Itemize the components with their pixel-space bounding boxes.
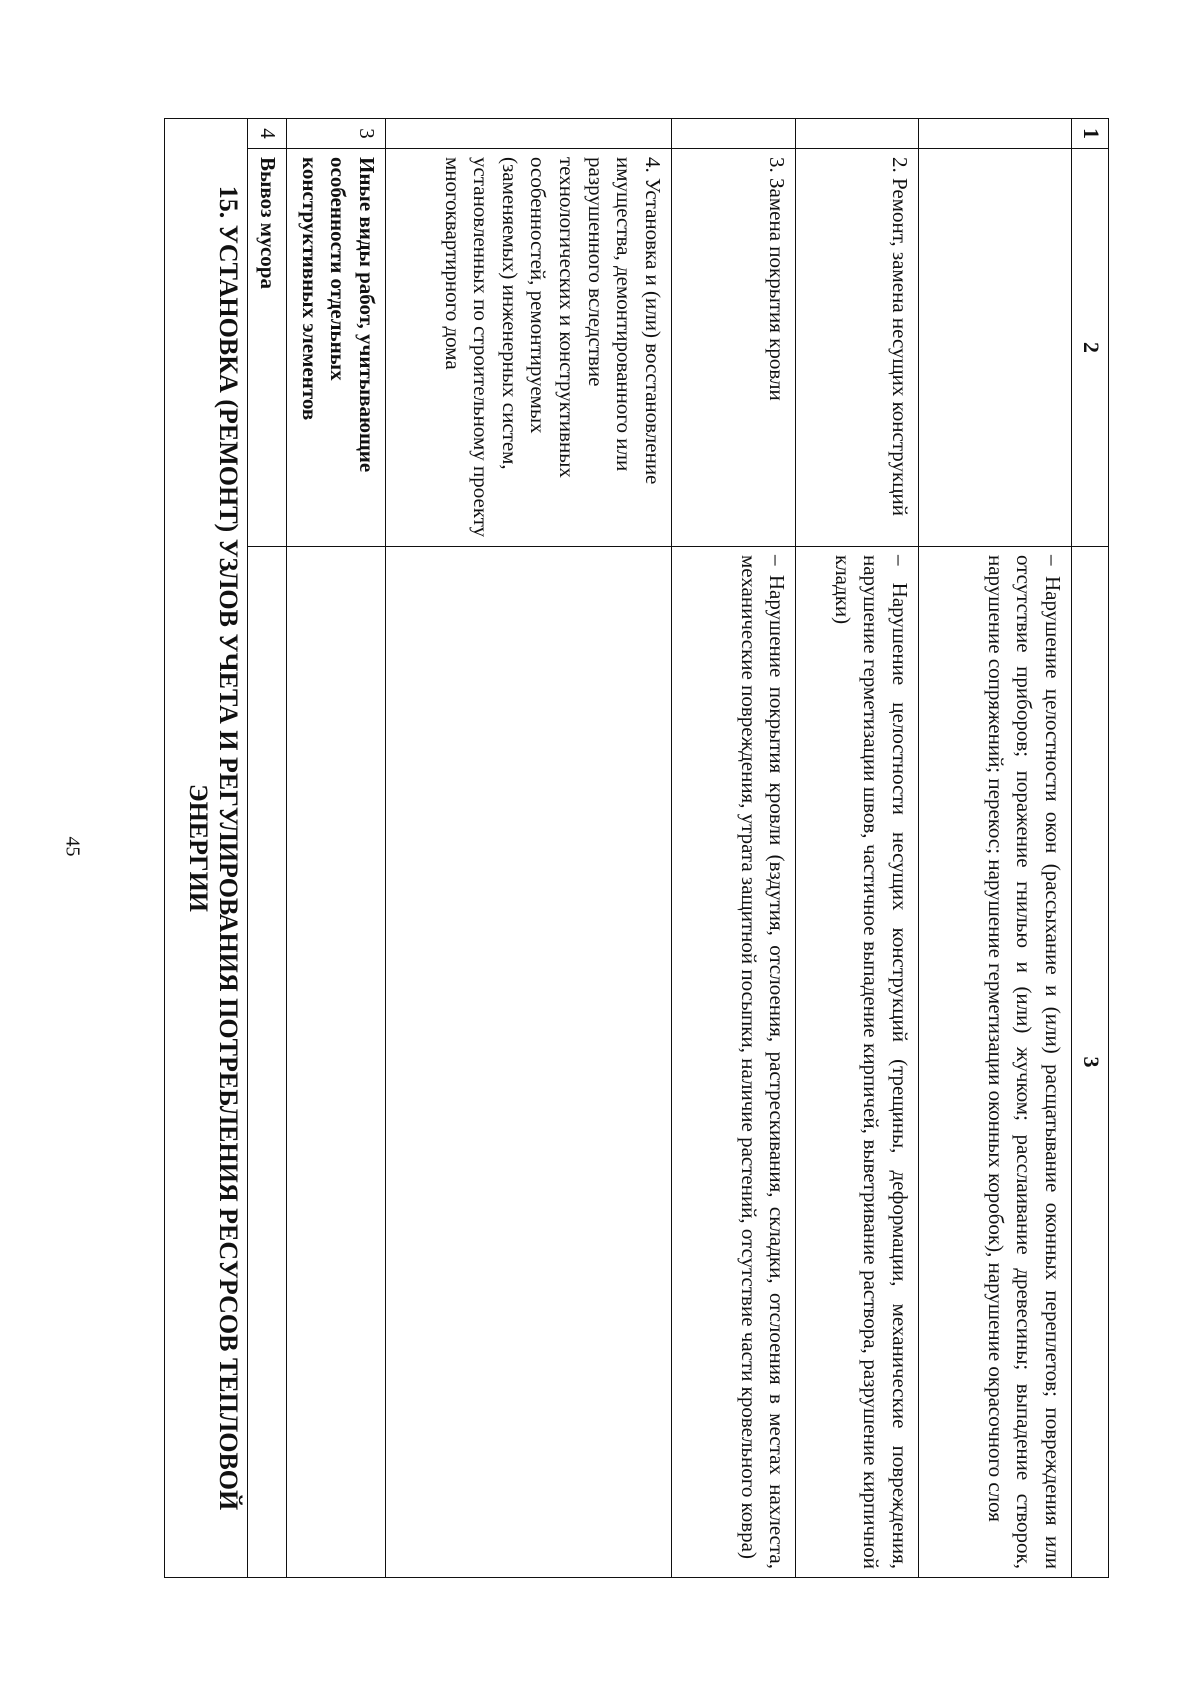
- table-row: [248, 119, 287, 1578]
- header-col-1: 1: [1071, 119, 1108, 149]
- row-number: [671, 119, 796, 149]
- table-header-row: [1071, 119, 1108, 1578]
- work-type: 2. Ремонт, замена несущих конструкций: [796, 149, 919, 547]
- header-col-3: 3: [1071, 547, 1108, 1578]
- page-number: 45: [61, 836, 84, 857]
- works-table: [164, 118, 1109, 1578]
- table-row: [918, 119, 1071, 1578]
- table-row: [796, 119, 919, 1578]
- defect-description: [248, 547, 287, 1578]
- work-type: 3. Замена покрытия кровли: [671, 149, 796, 547]
- work-type: Иные виды работ, учитывающие особенности отдельных конструктивных элементов: [287, 149, 386, 547]
- header-col-2: 2: [1071, 149, 1108, 547]
- row-number: [796, 119, 919, 149]
- defect-description: [385, 547, 671, 1578]
- work-type: [918, 149, 1071, 547]
- row-number: 4: [248, 119, 287, 149]
- row-number: [385, 119, 671, 149]
- work-type: Вывоз мусора: [248, 149, 287, 547]
- defect-description: – Нарушение покрытия кровли (вздутия, отслоения, растрескивания, складки, отслоения в местах нахлеста, механические повреждения, утрата защитной посыпки, наличие растений, отсутствие части кровельного ковра): [671, 547, 796, 1578]
- row-number: 3: [287, 119, 386, 149]
- row-number: [918, 119, 1071, 149]
- defect-description: [287, 547, 386, 1578]
- table-row: [671, 119, 796, 1578]
- section-title: 15. УСТАНОВКА (РЕМОНТ) УЗЛОВ УЧЕТА И РЕГУЛИРОВАНИЯ ПОТРЕБЛЕНИЯ РЕСУРСОВ ТЕПЛОВОЙ ЭНЕРГИИ: [165, 119, 248, 1578]
- rotated-table-container: [164, 118, 1109, 1578]
- defect-description: – Нарушение целостности несущих конструкций (трещины, деформации, механические повреждения, нарушение герметизации швов, частичное выпадение кирпичей, выветривание раствора, разрушение кирпичной кладки): [796, 547, 919, 1578]
- table-row: [385, 119, 671, 1578]
- table-row: [287, 119, 386, 1578]
- section-row: [165, 119, 248, 1578]
- work-type: 4. Установка и (или) восстановление имущества, демонтированного или разрушенного вследствие технологических и конструктивных особенностей, ремонтируемых (заменяемых) инженерных систем, установленных по строительному проекту многоквартирного дома: [385, 149, 671, 547]
- defect-description: – Нарушение целостности окон (рассыхание и (или) расщатывание оконных переплетов; повреждения или отсутствие приборов; поражение гнилью и (или) жучком; расслаивание древесины; выпадение створок, нарушение сопряжений; перекос; нарушение герметизации оконных коробок), нарушение окрасочного слоя: [918, 547, 1071, 1578]
